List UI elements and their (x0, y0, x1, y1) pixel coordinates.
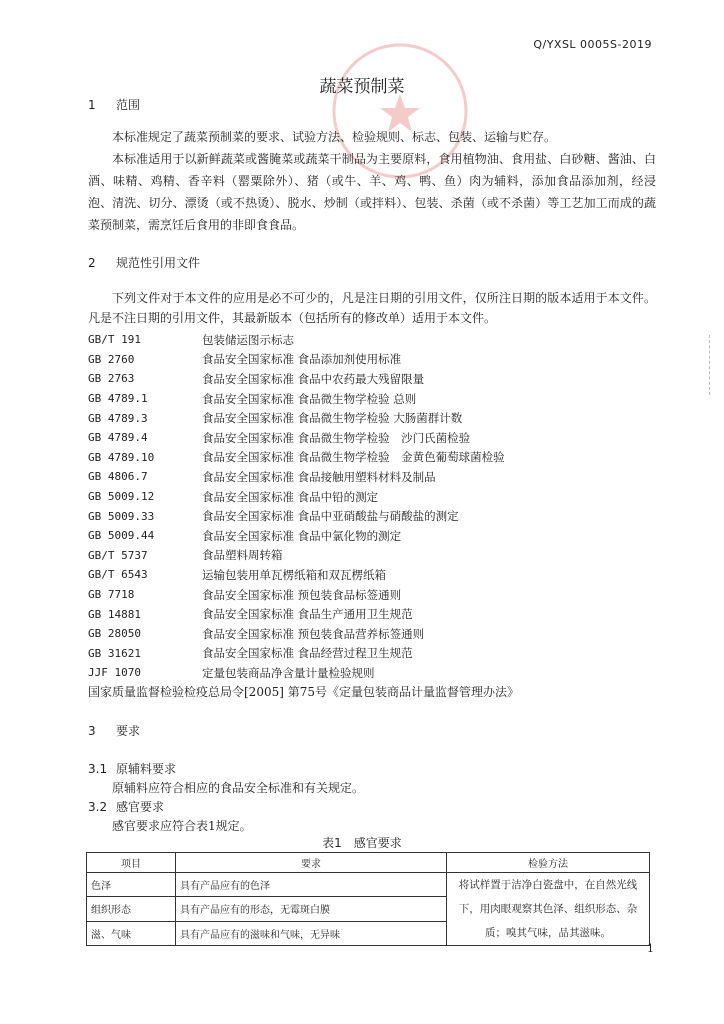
section-3-2-heading (88, 798, 164, 815)
reference-code: GB 4789.1 (88, 392, 148, 406)
reference-title: 食品安全国家标准 食品经营过程卫生规范 (202, 646, 413, 661)
section-title: 原辅料要求 (116, 762, 177, 776)
reference-title: 包装储运图示标志 (202, 332, 294, 347)
reference-code: GB 4789.3 (88, 411, 148, 425)
table-cell: 滋、气味 (87, 921, 176, 945)
reference-title: 食品塑料周转箱 (202, 548, 283, 563)
table-header-row (87, 853, 650, 873)
scope-paragraph-1: 本标准规定了蔬菜预制菜的要求、试验方法、检验规则、标志、包装、运输与贮存。 (112, 130, 557, 144)
reference-title: 食品安全国家标准 食品中氯化物的测定 (202, 528, 402, 543)
reference-code: GB 2763 (88, 372, 135, 386)
reference-item (88, 330, 648, 350)
reference-item (88, 350, 648, 370)
reference-item (88, 506, 648, 526)
reference-item (88, 487, 648, 507)
reference-item (88, 546, 648, 566)
binding-edge-mark (709, 335, 718, 395)
reference-title: 食品安全国家标准 食品微生物学检验 金黄色葡萄球菌检验 (202, 450, 505, 465)
sensory-requirements-table (86, 852, 650, 946)
scope-paragraph-2: 本标准适用于以新鲜蔬菜或酱腌菜或蔬菜干制品为主要原料，食用植物油、食用盐、白砂糖、酱油、白酒、味精、鸡精、香辛料（罂粟除外）、猪（或牛、羊、鸡、鸭、鱼）肉为辅料，添加食品添加剂，经浸泡、清洗、切分、漂烫（或不热烫）、脱水、炒制（或拌料）、包装、杀菌（或不杀菌）等工艺加工而成的蔬菜预制菜，需烹饪后食用的非即食食品。 (88, 152, 656, 232)
reference-item (88, 369, 648, 389)
column-header: 检验方法 (447, 853, 650, 873)
column-header: 项目 (87, 853, 176, 873)
reference-title: 食品安全国家标准 食品中铅的测定 (202, 489, 379, 504)
reference-code: GB/T 6543 (88, 568, 148, 582)
section-number: 3 (88, 724, 96, 738)
section-title: 感官要求 (116, 800, 165, 814)
section-title: 要求 (116, 724, 141, 738)
table-cell: 具有产品应有的色泽 (176, 873, 447, 897)
reference-item (88, 604, 648, 624)
reference-item (88, 644, 648, 664)
reference-code: GB/T 5737 (88, 548, 148, 562)
reference-code: GB 7718 (88, 588, 135, 602)
reference-title: 食品安全国家标准 食品中农药最大残留限量 (202, 371, 425, 386)
reference-item (88, 389, 648, 409)
reference-code: GB 5009.33 (88, 509, 155, 523)
reference-title: 食品安全国家标准 食品微生物学检验 总则 (202, 391, 417, 406)
document-code: Q/YXSL 0005S-2019 (533, 38, 652, 51)
raw-material-requirement: 原辅料应符合相应的食品安全标准和有关规定。 (112, 781, 365, 795)
reference-item (88, 448, 648, 468)
table-cell: 具有产品应有的形态，无霉斑白膜 (176, 897, 447, 921)
table-cell: 组织形态 (87, 897, 176, 921)
reference-item (88, 624, 648, 644)
reference-title: 食品安全国家标准 食品生产通用卫生规范 (202, 607, 413, 622)
table-cell: 具有产品应有的滋味和气味，无异味 (176, 921, 447, 945)
reference-code: GB 4789.10 (88, 450, 155, 464)
section-1-heading (88, 96, 140, 113)
reference-title: 食品安全国家标准 预包装食品营养标签通则 (202, 626, 425, 641)
sensory-requirement-text: 感官要求应符合表1规定。 (112, 819, 252, 833)
section-number: 3.2 (88, 800, 108, 814)
reference-title: 食品安全国家标准 食品微生物学检验 大肠菌群计数 (202, 411, 463, 426)
reference-code: GB 28050 (88, 627, 141, 641)
ordinance-reference: 国家质量监督检验检疫总局令[2005] 第75号《定量包装商品计量监督管理办法》 (88, 685, 519, 699)
page-number: 1 (647, 942, 654, 955)
reference-code: GB 31621 (88, 646, 141, 660)
section-number: 3.1 (88, 762, 108, 776)
reference-code: GB 5009.44 (88, 529, 155, 543)
reference-code: GB/T 191 (88, 333, 141, 347)
reference-item (88, 408, 648, 428)
reference-title: 食品安全国家标准 食品中亚硝酸盐与硝酸盐的测定 (202, 509, 459, 524)
column-header: 要求 (176, 853, 447, 873)
reference-item (88, 663, 648, 683)
reference-code: GB 2760 (88, 352, 135, 366)
reference-code: GB 5009.12 (88, 490, 155, 504)
table-caption: 表1 感官要求 (322, 836, 402, 850)
reference-title: 食品安全国家标准 食品接触用塑料材料及制品 (202, 469, 436, 484)
reference-list (88, 330, 648, 683)
reference-item (88, 526, 648, 546)
reference-code: GB 14881 (88, 607, 141, 621)
test-method-cell: 将试样置于洁净白瓷盘中，在自然光线下，用肉眼观察其色泽、组织形态、杂质；嗅其气味，品其滋味。 (447, 873, 650, 946)
section-number: 2 (88, 256, 96, 270)
reference-title: 食品安全国家标准 食品微生物学检验 沙门氏菌检验 (202, 430, 471, 445)
section-title: 范围 (116, 98, 141, 112)
normative-intro: 下列文件对于本文件的应用是必不可少的，凡是注日期的引用文件，仅所注日期的版本适用于本文件。凡是不注日期的引用文件，其最新版本（包括所有的修改单）适用于本文件。 (88, 291, 656, 325)
table-cell: 色泽 (87, 873, 176, 897)
reference-title: 食品安全国家标准 食品添加剂使用标准 (202, 352, 402, 367)
reference-code: JJF 1070 (88, 666, 141, 680)
reference-item (88, 565, 648, 585)
section-number: 1 (88, 98, 96, 112)
reference-title: 食品安全国家标准 预包装食品标签通则 (202, 587, 402, 602)
reference-code: GB 4789.4 (88, 431, 148, 445)
section-3-1-heading (88, 760, 176, 777)
reference-title: 运输包装用单瓦楞纸箱和双瓦楞纸箱 (202, 567, 386, 582)
section-title: 规范性引用文件 (116, 256, 201, 270)
reference-item (88, 428, 648, 448)
reference-title: 定量包装商品净含量计量检验规则 (202, 665, 375, 680)
section-2-heading (88, 254, 200, 271)
section-3-heading (88, 722, 140, 739)
reference-item (88, 585, 648, 605)
page-title: 蔬菜预制菜 (319, 77, 405, 97)
reference-code: GB 4806.7 (88, 470, 148, 484)
reference-item (88, 467, 648, 487)
table-row (87, 873, 650, 897)
